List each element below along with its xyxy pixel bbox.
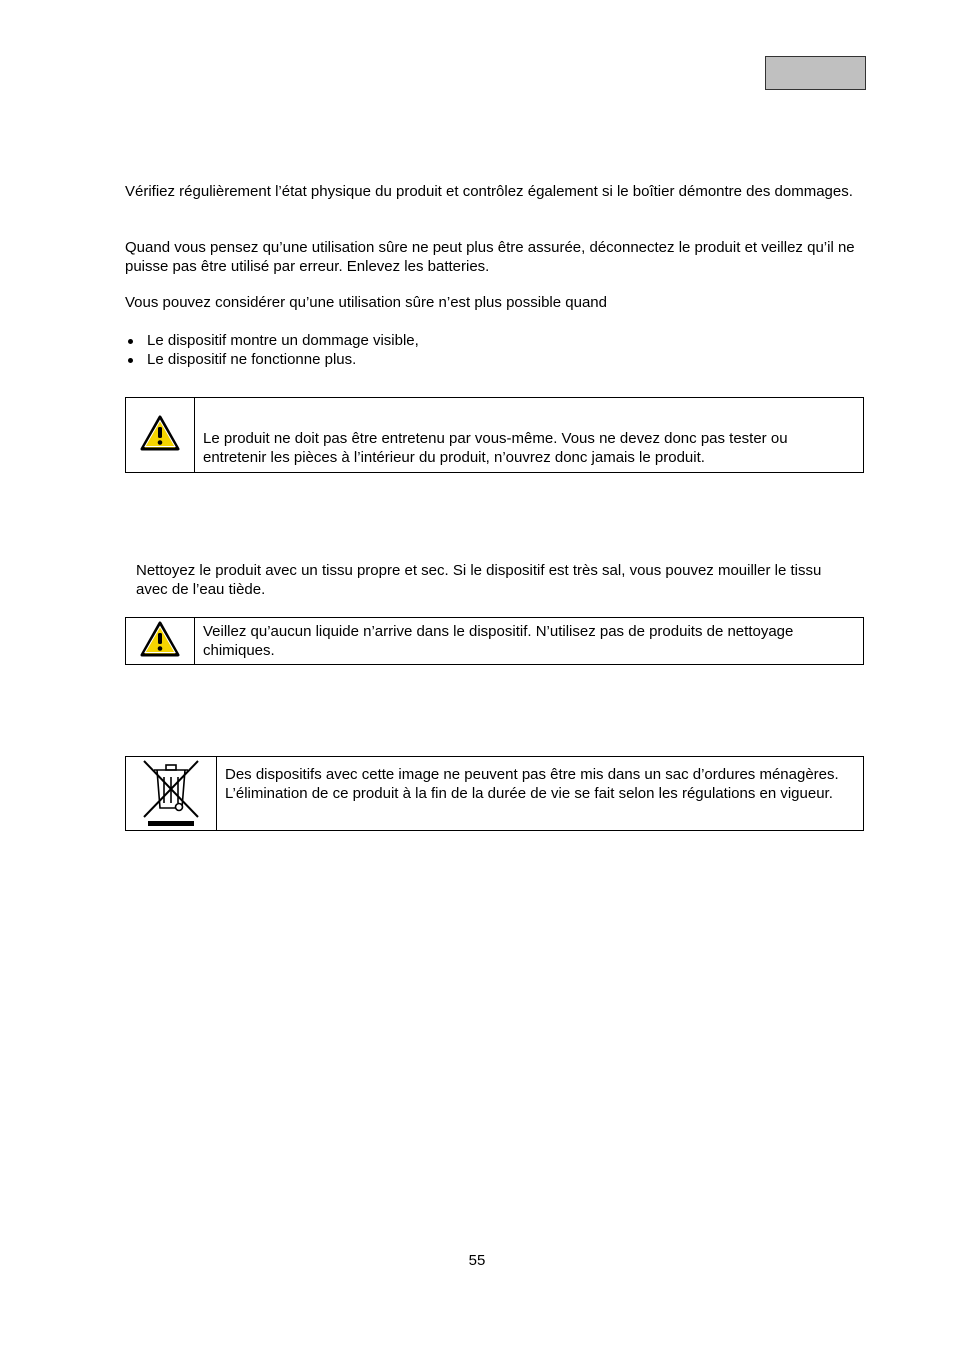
maintenance-warning-text-cell: [195, 398, 863, 472]
disposal-text-cell: [217, 757, 863, 830]
crossed-out-bin-icon: [140, 757, 202, 831]
disposal-icon-cell: [126, 757, 217, 830]
warning-icon-cell: [126, 618, 195, 664]
inspect-paragraph: Vérifiez régulièrement l’état physique du produit et contrôlez également si le boîtier démontre des dommages.: [125, 183, 853, 200]
liquid-warning-text: Veillez qu’aucun liquide n’arrive dans le dispositif. N’utilisez pas de produits de nettoyage chimiques.: [203, 623, 794, 659]
consider-paragraph: Vous pouvez considérer qu’une utilisation sûre n’est plus possible quand: [125, 294, 607, 311]
disposal-info-text: Des dispositifs avec cette image ne peuvent pas être mis dans un sac d’ordures ménagères. L’élimination de ce produit à la fin de la durée de vie se fait selon les régulations en vigueur.: [225, 766, 839, 802]
page-number: 55: [468, 1252, 486, 1269]
warning-icon: [139, 620, 181, 662]
liquid-warning-box: [125, 617, 864, 665]
list-item: Le dispositif montre un dommage visible,: [125, 331, 419, 350]
maintenance-warning-text: Le produit ne doit pas être entretenu par vous-même. Vous ne devez donc pas tester ou entretenir les pièces à l’intérieur du produit, n’ouvrez donc jamais le produit.: [203, 430, 788, 466]
disposal-info-box: [125, 756, 864, 831]
liquid-warning-text-cell: [195, 618, 863, 664]
maintenance-warning-box: [125, 397, 864, 473]
unsafe-conditions-list: [125, 331, 419, 369]
language-tab: [765, 56, 866, 90]
warning-icon: [139, 414, 181, 456]
unsafe-paragraph: Quand vous pensez qu’une utilisation sûre ne peut plus être assurée, déconnectez le produit et veillez qu’il ne puisse pas être utilisé par erreur. Enlevez les batteries.: [125, 239, 855, 275]
cleaning-paragraph: Nettoyez le produit avec un tissu propre et sec. Si le dispositif est très sal, vous pouvez mouiller le tissu avec de l’eau tiède.: [136, 562, 822, 598]
warning-icon-cell: [126, 398, 195, 472]
list-item: Le dispositif ne fonctionne plus.: [125, 350, 419, 369]
